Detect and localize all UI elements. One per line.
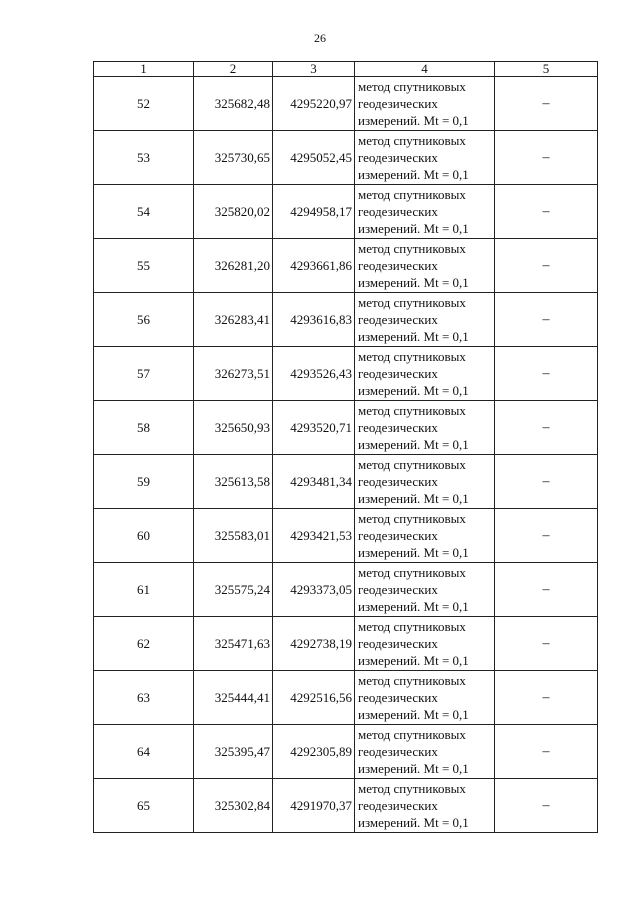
point-number-cell: 52: [94, 77, 194, 131]
y-coordinate-cell: 4293520,71: [273, 401, 355, 455]
y-coordinate-cell: 4293526,43: [273, 347, 355, 401]
x-coordinate-cell: 326281,20: [194, 239, 273, 293]
table-row: [94, 347, 598, 401]
table-row: [94, 563, 598, 617]
x-coordinate-cell: 325650,93: [194, 401, 273, 455]
point-number-cell: 58: [94, 401, 194, 455]
table-row: [94, 671, 598, 725]
method-cell: метод спутниковых геодезических измерений. Mt = 0,1: [355, 401, 495, 455]
method-cell: метод спутниковых геодезических измерений. Mt = 0,1: [355, 779, 495, 833]
method-cell: метод спутниковых геодезических измерений. Mt = 0,1: [355, 671, 495, 725]
header-col-5: 5: [495, 62, 598, 77]
method-cell: метод спутниковых геодезических измерений. Mt = 0,1: [355, 455, 495, 509]
point-number-cell: 65: [94, 779, 194, 833]
method-cell: метод спутниковых геодезических измерений. Mt = 0,1: [355, 131, 495, 185]
point-number-cell: 53: [94, 131, 194, 185]
y-coordinate-cell: 4292305,89: [273, 725, 355, 779]
header-col-2: 2: [194, 62, 273, 77]
point-number-cell: 55: [94, 239, 194, 293]
note-cell: –: [495, 509, 598, 563]
table-row: [94, 401, 598, 455]
note-cell: –: [495, 185, 598, 239]
y-coordinate-cell: 4292516,56: [273, 671, 355, 725]
y-coordinate-cell: 4295220,97: [273, 77, 355, 131]
x-coordinate-cell: 325395,47: [194, 725, 273, 779]
y-coordinate-cell: 4293616,83: [273, 293, 355, 347]
table-row: [94, 617, 598, 671]
note-cell: –: [495, 563, 598, 617]
table-row: [94, 239, 598, 293]
note-cell: –: [495, 671, 598, 725]
y-coordinate-cell: 4292738,19: [273, 617, 355, 671]
method-cell: метод спутниковых геодезических измерений. Mt = 0,1: [355, 347, 495, 401]
point-number-cell: 63: [94, 671, 194, 725]
point-number-cell: 64: [94, 725, 194, 779]
coordinates-table: [93, 61, 598, 833]
table-row: [94, 293, 598, 347]
y-coordinate-cell: 4293661,86: [273, 239, 355, 293]
y-coordinate-cell: 4294958,17: [273, 185, 355, 239]
table-row: [94, 131, 598, 185]
x-coordinate-cell: 326273,51: [194, 347, 273, 401]
table-row: [94, 455, 598, 509]
x-coordinate-cell: 325444,41: [194, 671, 273, 725]
method-cell: метод спутниковых геодезических измерений. Mt = 0,1: [355, 509, 495, 563]
note-cell: –: [495, 725, 598, 779]
x-coordinate-cell: 325613,58: [194, 455, 273, 509]
note-cell: –: [495, 455, 598, 509]
point-number-cell: 57: [94, 347, 194, 401]
method-cell: метод спутниковых геодезических измерений. Mt = 0,1: [355, 239, 495, 293]
point-number-cell: 60: [94, 509, 194, 563]
y-coordinate-cell: 4293421,53: [273, 509, 355, 563]
point-number-cell: 54: [94, 185, 194, 239]
method-cell: метод спутниковых геодезических измерений. Mt = 0,1: [355, 725, 495, 779]
note-cell: –: [495, 779, 598, 833]
note-cell: –: [495, 401, 598, 455]
method-cell: метод спутниковых геодезических измерений. Mt = 0,1: [355, 293, 495, 347]
x-coordinate-cell: 325820,02: [194, 185, 273, 239]
note-cell: –: [495, 77, 598, 131]
note-cell: –: [495, 293, 598, 347]
point-number-cell: 56: [94, 293, 194, 347]
point-number-cell: 62: [94, 617, 194, 671]
table-body: [94, 77, 598, 833]
x-coordinate-cell: 325682,48: [194, 77, 273, 131]
point-number-cell: 61: [94, 563, 194, 617]
method-cell: метод спутниковых геодезических измерений. Mt = 0,1: [355, 77, 495, 131]
note-cell: –: [495, 347, 598, 401]
table-row: [94, 77, 598, 131]
y-coordinate-cell: 4291970,37: [273, 779, 355, 833]
table-row: [94, 185, 598, 239]
header-row: [94, 62, 598, 77]
method-cell: метод спутниковых геодезических измерений. Mt = 0,1: [355, 617, 495, 671]
header-col-3: 3: [273, 62, 355, 77]
x-coordinate-cell: 326283,41: [194, 293, 273, 347]
table-row: [94, 509, 598, 563]
note-cell: –: [495, 239, 598, 293]
header-col-4: 4: [355, 62, 495, 77]
table-row: [94, 779, 598, 833]
x-coordinate-cell: 325730,65: [194, 131, 273, 185]
x-coordinate-cell: 325575,24: [194, 563, 273, 617]
note-cell: –: [495, 131, 598, 185]
y-coordinate-cell: 4293481,34: [273, 455, 355, 509]
table-row: [94, 725, 598, 779]
method-cell: метод спутниковых геодезических измерений. Mt = 0,1: [355, 185, 495, 239]
point-number-cell: 59: [94, 455, 194, 509]
note-cell: –: [495, 617, 598, 671]
header-col-1: 1: [94, 62, 194, 77]
y-coordinate-cell: 4293373,05: [273, 563, 355, 617]
x-coordinate-cell: 325302,84: [194, 779, 273, 833]
y-coordinate-cell: 4295052,45: [273, 131, 355, 185]
x-coordinate-cell: 325471,63: [194, 617, 273, 671]
x-coordinate-cell: 325583,01: [194, 509, 273, 563]
page-number: 26: [314, 31, 326, 45]
method-cell: метод спутниковых геодезических измерений. Mt = 0,1: [355, 563, 495, 617]
